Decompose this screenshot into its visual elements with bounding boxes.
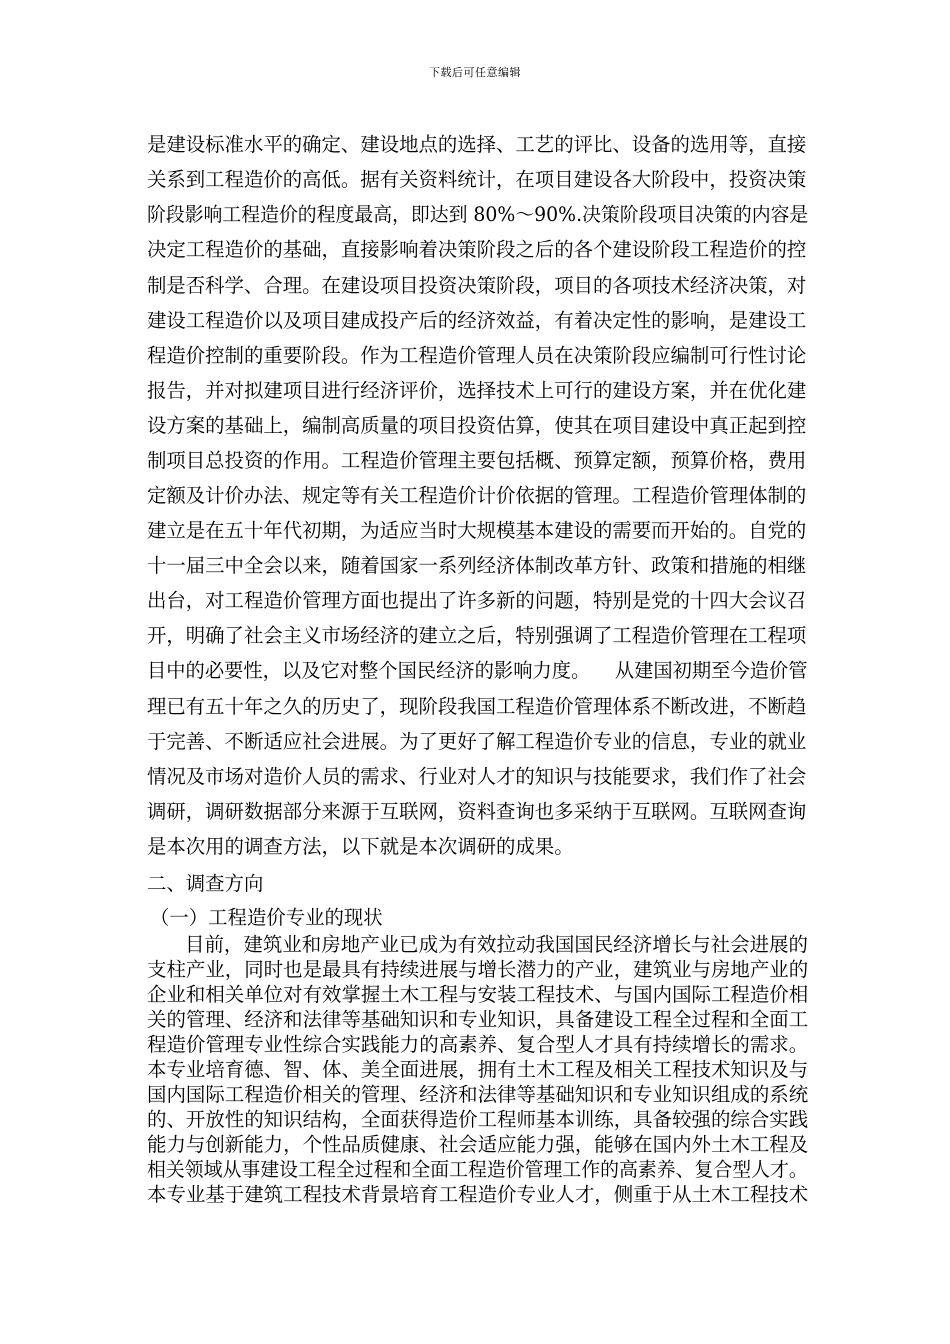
text-line: 目中的必要性，以及它对整个国民经济的影响力度。 从建国初期至今造价管 <box>147 659 808 682</box>
text-line: 程造价管理专业性综合实践能力的高素养、复合型人才具有持续增长的需求。 <box>147 1033 809 1056</box>
text-line: 出台，对工程造价管理方面也提出了许多新的问题，特别是党的十四大会议召 <box>147 589 807 612</box>
text-line: 开，明确了社会主义市场经济的建立之后，特别强调了工程造价管理在工程项 <box>147 624 807 647</box>
text-line: 目前，建筑业和房地产业已成为有效拉动我国国民经济增长与社会进展的 <box>185 933 808 956</box>
text-line: 企业和相关单位对有效掌握土木工程与安装工程技术、与国内国际工程造价相 <box>147 983 809 1006</box>
text-line: 理已有五十年之久的历史了，现阶段我国工程造价管理体系不断改进，不断趋 <box>147 695 807 718</box>
text-line: 情况及市场对造价人员的需求、行业对人才的知识与技能要求，我们作了社会 <box>147 765 807 788</box>
text-line: 阶段影响工程造价的程度最高，即达到 80%～90%.决策阶段项目决策的内容是 <box>147 203 809 226</box>
text-line: 程造价控制的重要阶段。作为工程造价管理人员在决策阶段应编制可行性讨论 <box>147 344 807 367</box>
text-line: 关系到工程造价的高低。据有关资料统计，在项目建设各大阶段中，投资决策 <box>147 168 807 191</box>
text-line: 国内国际工程造价相关的管理、经济和法律等基础知识和专业知识组成的系统 <box>147 1083 809 1106</box>
text-line: 是本次用的调查方法，以下就是本次调研的成果。 <box>147 835 574 858</box>
text-line: 定额及计价办法、规定等有关工程造价计价依据的管理。工程造价管理体制的 <box>147 484 807 507</box>
text-line: 决定工程造价的基础，直接影响着决策阶段之后的各个建设阶段工程造价的控 <box>147 238 807 261</box>
text-line: 调研，调研数据部分来源于互联网，资料查询也多采纳于互联网。互联网查询 <box>147 800 807 823</box>
text-line: 于完善、不断适应社会进展。为了更好了解工程造价专业的信息，专业的就业 <box>147 730 807 753</box>
text-line: 十一届三中全会以来，随着国家一系列经济体制改革方针、政策和措施的相继 <box>147 554 807 577</box>
text-line: 设方案的基础上，编制高质量的项目投资估算，使其在项目建设中真正起到控 <box>147 414 807 437</box>
section-heading: 二、调查方向 <box>147 872 264 895</box>
text-line: 制是否科学、合理。在建设项目投资决策阶段，项目的各项技术经济决策，对 <box>147 274 807 297</box>
text-line: 是建设标准水平的确定、建设地点的选择、工艺的评比、设备的选用等，直接 <box>147 133 807 156</box>
subsection-heading: （一）工程造价专业的现状 <box>150 906 383 929</box>
text-line: 能力与创新能力，个性品质健康、社会适应能力强，能够在国内外土木工程及 <box>147 1133 809 1156</box>
text-line: 的、开放性的知识结构，全面获得造价工程师基本训练，具备较强的综合实践 <box>147 1108 809 1131</box>
text-line: 本专业基于建筑工程技术背景培育工程造价专业人才，侧重于从土木工程技术 <box>147 1183 809 1206</box>
page-header: 下载后可任意编辑 <box>429 66 521 79</box>
text-line: 报告，并对拟建项目进行经济评价，选择技术上可行的建设方案，并在优化建 <box>147 379 807 402</box>
text-line: 制项目总投资的作用。工程造价管理主要包括概、预算定额，预算价格，费用 <box>147 449 807 472</box>
text-line: 建设工程造价以及项目建成投产后的经济效益，有着决定性的影响，是建设工 <box>147 309 807 332</box>
text-line: 本专业培育德、智、体、美全面进展，拥有土木工程及相关工程技术知识及与 <box>147 1058 809 1081</box>
text-line: 支柱产业，同时也是最具有持续进展与增长潜力的产业，建筑业与房地产业的 <box>147 958 809 981</box>
text-line: 相关领域从事建设工程全过程和全面工程造价管理工作的高素养、复合型人才。 <box>147 1158 808 1181</box>
text-line: 建立是在五十年代初期，为适应当时大规模基本建设的需要而开始的。自党的 <box>147 519 807 542</box>
text-line: 关的管理、经济和法律等基础知识和专业知识，具备建设工程全过程和全面工 <box>147 1008 809 1031</box>
